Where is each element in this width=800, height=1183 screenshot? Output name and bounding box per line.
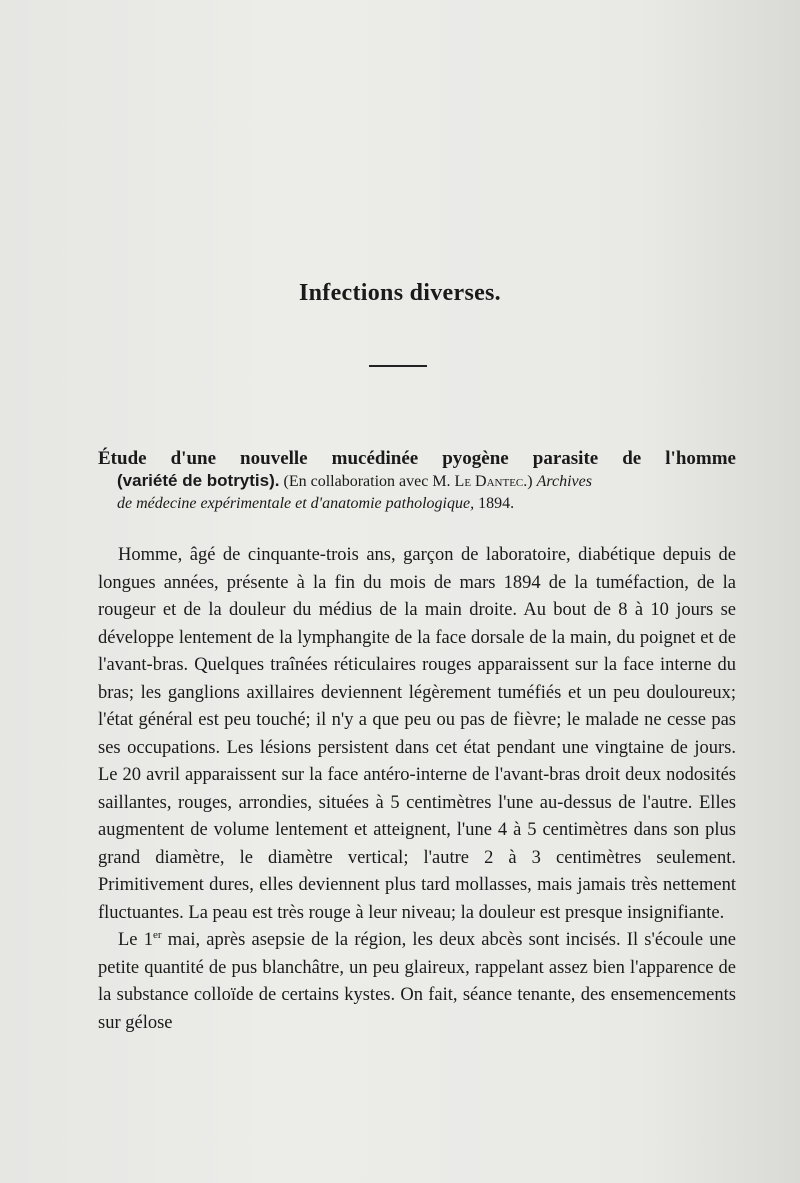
title-rule (369, 365, 427, 367)
section-title: Infections diverses. (299, 280, 501, 306)
paragraph-2-sup: er (152, 928, 162, 941)
article-title-line2 (98, 470, 736, 493)
paragraph-2-start: Le 1 (118, 930, 153, 950)
article-heading (98, 448, 736, 515)
article-title-line3 (98, 493, 736, 515)
paragraph-1: Homme, âgé de cinquante-trois ans, garçon de laboratoire, diabétique depuis de longues années, présente à la fin du mois de mars 1894 de la tuméfaction, de la rougeur et de la douleur du médius de la main droite. Au bout de 8 à 10 jours se développe lentement de la lymphangite de la face dorsale de la main, du poignet et de l'avant-bras. Quelques traînées réticulaires rouges apparaissent sur la face interne du bras; les ganglions axillaires deviennent légèrement tuméfiés et un peu douloureux; l'état général est peu touché; il n'y a que peu ou pas de fièvre; le malade ne cesse pas ses occupations. Les lésions persistent dans cet état pendant une vingtaine de jours. Le 20 avril apparaissent sur la face antéro-interne de l'avant-bras droit deux nodosités saillantes, rouges, arrondies, situées à 5 centimètres l'une au-dessus de l'autre. Elles augmentent de volume lentement et atteignent, l'une 4 à 5 centimètres dans son plus grand diamètre, le diamètre vertical; l'autre 2 à 3 centimètres seulement. Primitivement dures, elles deviennent plus tard mollasses, mais jamais très nettement fluctuantes. La peau est très rouge à leur niveau; la douleur est presque insignifiante. (98, 545, 736, 923)
article-body (98, 542, 736, 1037)
collaboration-close: .) (523, 473, 537, 490)
journal-name-part2: de médecine expérimentale et d'anatomie pathologique, (117, 495, 475, 512)
article-variety: (variété de botrytis). (117, 471, 280, 490)
journal-name-part1: Archives (536, 473, 592, 490)
collaborator-name: Le Dantec (454, 473, 524, 490)
collaboration-note: (En collaboration avec M. (279, 473, 455, 490)
paragraph-2 (98, 927, 736, 1037)
publication-year: 1894. (474, 495, 515, 512)
article-title-line1: Étude d'une nouvelle mucédinée pyogène parasite de l'homme (98, 448, 736, 469)
paragraph-2-rest: mai, après asepsie de la région, les deux abcès sont incisés. Il s'écoule une petite quantité de pus blanchâtre, un peu glaireux, rappelant assez bien l'apparence de la substance colloïde de certains kystes. On fait, séance tenante, des ensemencements sur gélose (98, 930, 737, 1033)
